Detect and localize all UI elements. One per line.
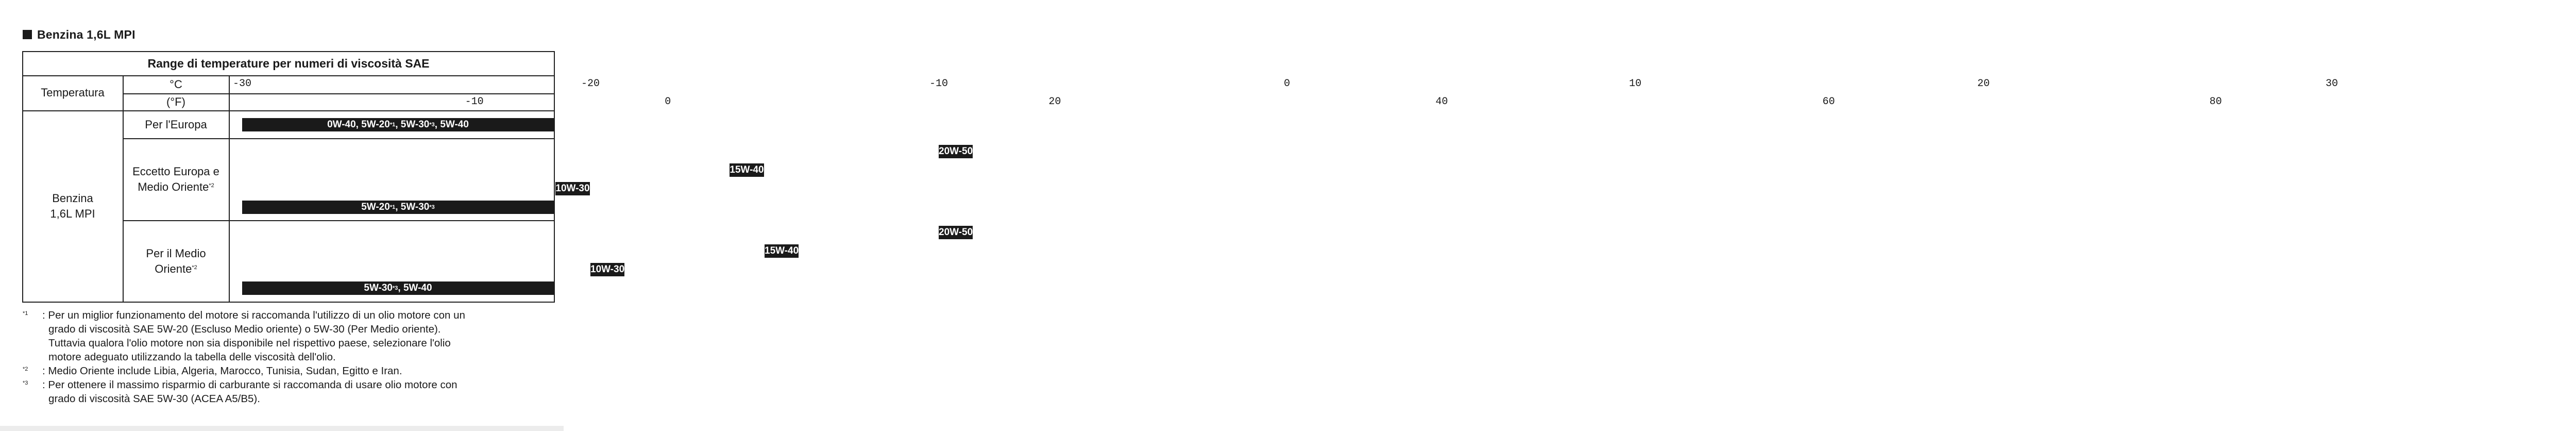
fahrenheit-tick: 40 [1435,96,1448,108]
engine-label-line1: Benzina [52,192,93,205]
viscosity-bar: 15W-40 [765,244,799,258]
footer-band [0,426,564,431]
celsius-tick: 20 [1977,78,1990,90]
celsius-tick: 30 [2325,78,2338,90]
col-divider-2 [229,75,230,302]
footnote-text: : Per ottenere il massimo risparmio di carburante si raccomanda di usare olio motore con grado di viscosità SAE 5W-30 (ACEA A5/B5). [42,379,457,405]
viscosity-bar: 20W-50 [939,226,973,239]
region-middle-east-line2: Oriente$^{*2}$ [155,262,197,275]
viscosity-bar: 5W-20 *1 , 5W-30 *3 [242,201,554,214]
viscosity-bar: 20W-50 [939,145,973,158]
region-europe: Per l'Europa [145,118,207,131]
fahrenheit-tick: 20 [1048,96,1061,108]
footnote [23,308,548,364]
temperature-label: Temperatura [41,86,105,99]
footnote [23,378,548,406]
footnote-text: : Per un miglior funzionamento del motore si raccomanda l'utilizzo di un olio motore con un grado di viscosità SAE 5W-20 (Escluso Medio oriente) o 5W-30 (Per Medio oriente). Tuttavia qualora l'olio motore non sia disponibile nel rispettivo paese, selezionare l'olio motore adeguato utilizzando la tabella delle viscosità dell'olio. [42,309,465,363]
viscosity-bar: 10W-30 [555,182,589,195]
region-except-europe [123,139,229,220]
fahrenheit-tick: -10 [465,96,484,108]
celsius-tick: -20 [581,78,600,90]
table-border-bottom [22,302,555,303]
region-except-europe-line2: Medio Oriente$^{*2}$ [138,180,214,193]
square-bullet-icon [23,30,32,39]
celsius-tick: 0 [1283,78,1291,90]
viscosity-bar: 10W-30 [590,263,624,276]
celsius-tick: 10 [1629,78,1642,90]
section-title-text: Benzina 1,6L MPI [37,28,135,41]
table-header: Range di temperature per numeri di viscosità SAE [147,56,430,70]
region-except-europe-line1: Eccetto Europa e [132,165,219,178]
fahrenheit-label: (°F) [166,95,185,108]
celsius-tick: -30 [232,78,252,90]
footnote-mark: *2 [23,366,28,372]
footnote-mark: *1 [23,310,28,317]
fahrenheit-tick: 0 [665,96,671,108]
viscosity-bar: 15W-40 [730,163,764,177]
engine-label-line2: 1,6L MPI [50,207,95,220]
fahrenheit-tick: 80 [2209,96,2222,108]
celsius-label: °C [170,77,182,91]
fahrenheit-tick: 60 [1822,96,1835,108]
footnotes [23,308,548,406]
section-title [23,28,135,42]
engine-label [23,111,123,302]
region-middle-east [123,221,229,302]
table-border-right [554,51,555,303]
region-middle-east-line1: Per il Medio [146,246,206,260]
footnote-mark: *3 [23,380,28,386]
footnote-text: : Medio Oriente include Libia, Algeria, Marocco, Tunisia, Sudan, Egitto e Iran. [42,365,402,377]
footnote [23,364,548,378]
celsius-tick: -10 [929,78,948,90]
viscosity-bar: 0W-40, 5W-20 *1 , 5W-30 *3 , 5W-40 [242,118,554,131]
viscosity-bar: 5W-30 *3 , 5W-40 [242,281,554,295]
